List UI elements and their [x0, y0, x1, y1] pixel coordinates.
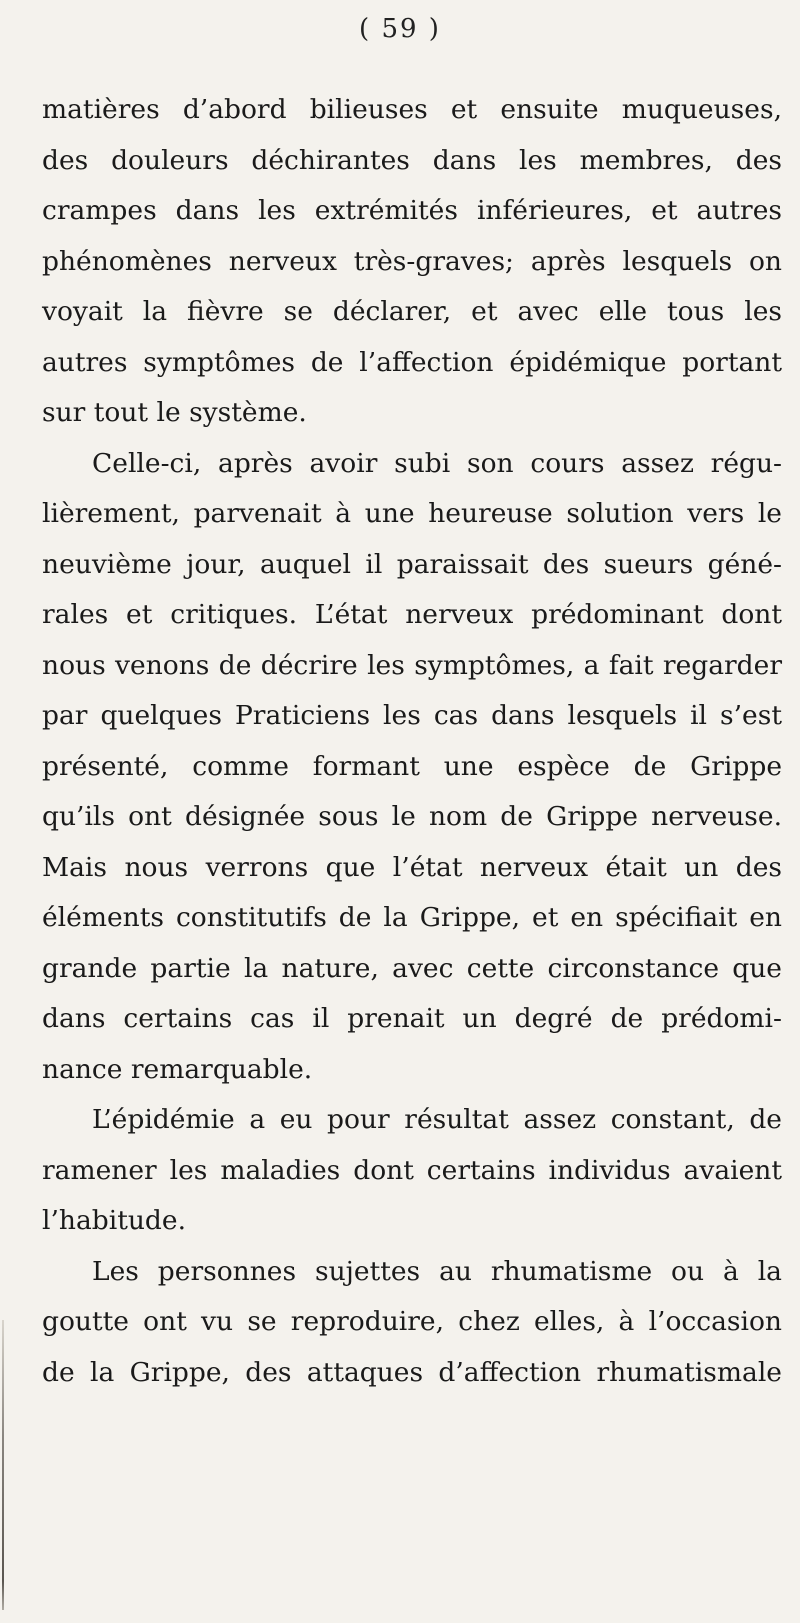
text-line: présenté, comme formant une espèce de Grippe: [42, 750, 782, 782]
text-line: phénomènes nerveux très-graves; après lesquels on: [42, 245, 782, 277]
text-line: sur tout le système.: [42, 397, 307, 428]
text-line: Mais nous verrons que l’état nerveux était un des: [42, 851, 782, 883]
page-edge-shadow: [2, 1320, 4, 1610]
text-line: autres symptômes de l’affection épidémique portant: [42, 346, 782, 378]
text-line: grande partie la nature, avec cette circonstance que: [42, 952, 782, 984]
text-line: par quelques Praticiens les cas dans lesquels il s’est: [42, 700, 782, 731]
text-line: éléments constitutifs de la Grippe, et en spécifiait en: [42, 902, 782, 933]
text-line: rales et critiques. L’état nerveux prédominant dont: [42, 599, 782, 630]
text-line: l’habitude.: [42, 1205, 186, 1236]
text-line: qu’ils ont désignée sous le nom de Grippe nerveuse.: [42, 801, 782, 832]
body-text: [42, 85, 782, 1398]
text-line: lièrement, parvenait à une heureuse solution vers le: [42, 498, 782, 529]
text-line: Les personnes sujettes au rhumatisme ou à la: [92, 1255, 782, 1287]
text-line: ramener les maladies dont certains individus avaient: [42, 1154, 782, 1186]
text-line: crampes dans les extrémités inférieures, et autres: [42, 195, 782, 226]
text-line: L’épidémie a eu pour résultat assez constant, de: [92, 1104, 782, 1135]
page-number: ( 59 ): [359, 14, 441, 44]
text-line: des douleurs déchirantes dans les membres, des: [42, 144, 782, 176]
text-line: nance remarquable.: [42, 1053, 313, 1085]
text-line: de la Grippe, des attaques d’affection rhumatismale: [42, 1356, 782, 1388]
text-line: dans certains cas il prenait un degré de prédomi-: [42, 1003, 782, 1034]
text-line: neuvième jour, auquel il paraissait des sueurs géné-: [42, 548, 782, 580]
text-line: matières d’abord bilieuses et ensuite muqueuses,: [42, 94, 782, 125]
text-line: nous venons de décrire les symptômes, a fait regarder: [42, 649, 782, 681]
text-line: Celle-ci, après avoir subi son cours assez régu-: [92, 447, 782, 479]
text-line: goutte ont vu se reproduire, chez elles, à l’occasion: [42, 1306, 782, 1337]
text-line: voyait la fièvre se déclarer, et avec elle tous les: [42, 296, 782, 327]
